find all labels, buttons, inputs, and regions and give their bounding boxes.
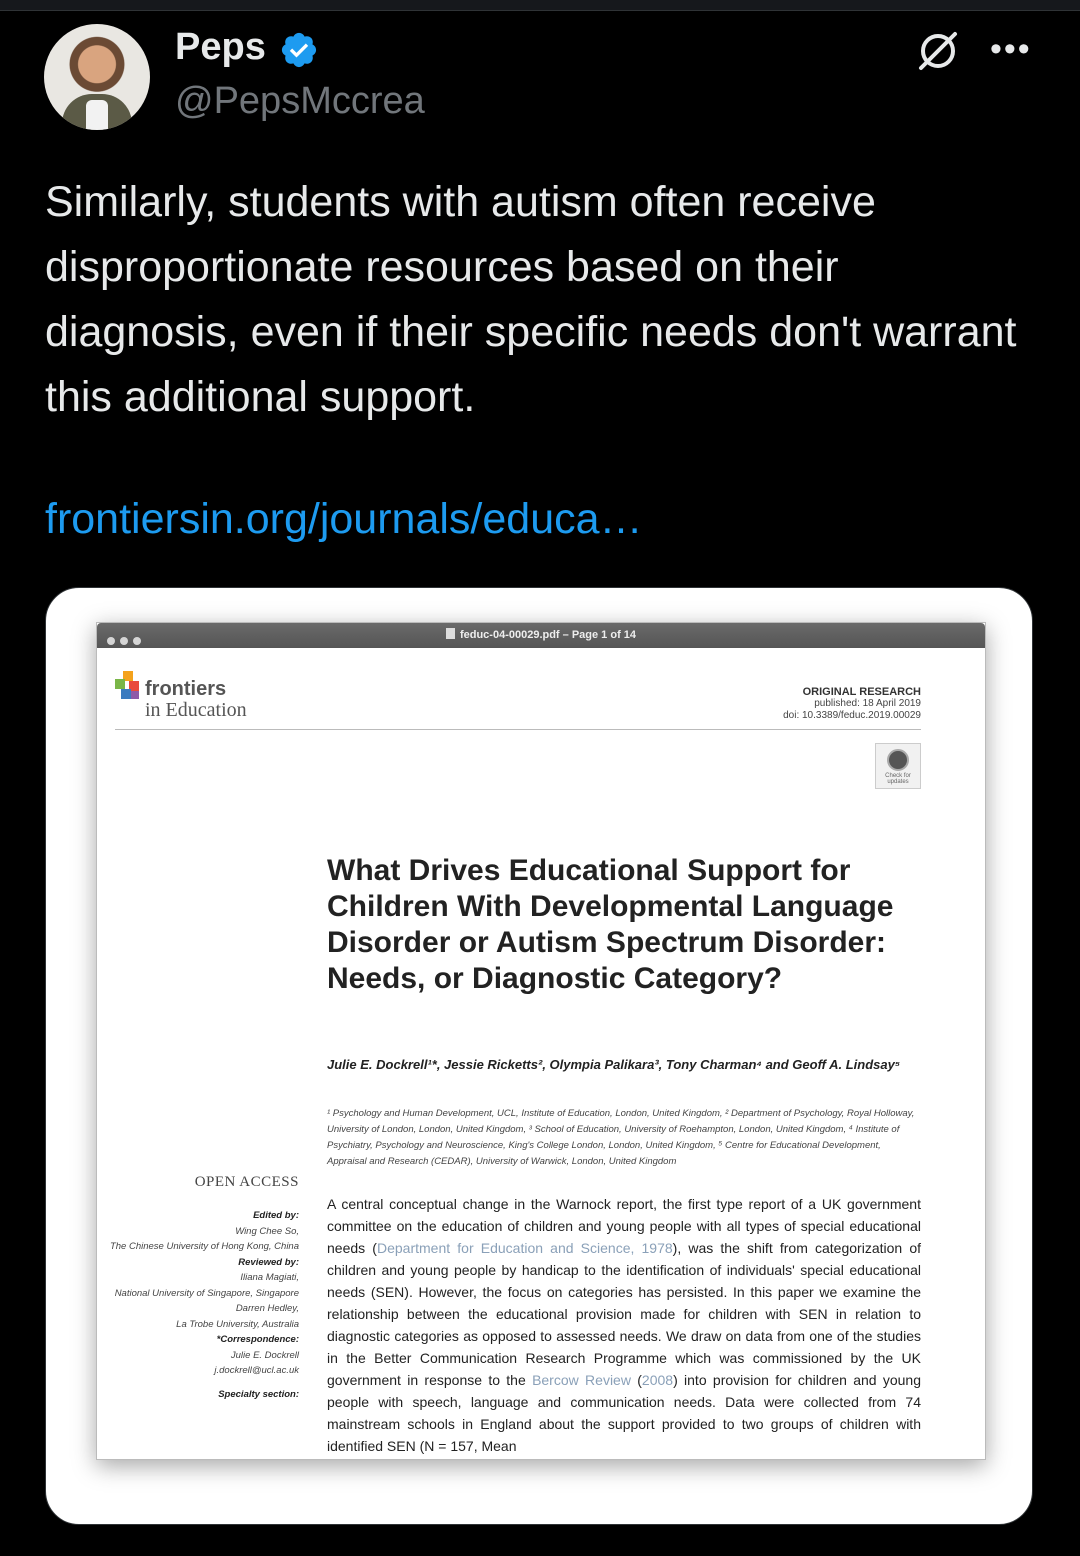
reviewed-by-label: Reviewed by:: [238, 1256, 299, 1268]
author-handle[interactable]: @PepsMccrea: [175, 80, 425, 122]
tweet-media-image[interactable]: [45, 587, 1033, 1525]
reviewer-1-affiliation: National University of Singapore, Singapore: [114, 1287, 299, 1299]
tweet-text: Similarly, students with autism often receive disproportionate resources based on their diagnosis, even if their specific needs don't warrant this additional support.: [45, 178, 1017, 421]
specialty-section-label: Specialty section:: [218, 1388, 299, 1400]
citation-link: Department for Education and Science, 1978: [376, 1240, 673, 1256]
editor-affiliation: The Chinese University of Hong Kong, China: [109, 1241, 299, 1252]
reviewer-1-name: Iliana Magiati,: [240, 1272, 299, 1283]
update-icon: [887, 749, 909, 771]
article-meta: [783, 686, 921, 722]
article-type: ORIGINAL RESEARCH: [802, 686, 921, 698]
document-icon: [446, 628, 455, 639]
author-affiliations: ¹ Psychology and Human Development, UCL, Institute of Education, London, United Kingdom, ² Department of Psychology, Royal Holloway, University of London, London, United Kingdom, ³ School of Education, University of Roehampton, London, United Kingdom, ⁴ Institute of Psychiatry, Psychology and Neuroscience, King's College London, London, United Kingdom, ⁵ Centre for Educational Development, Appraisal and Research (CEDAR), University of Warwick, London, United Kingdom: [327, 1108, 915, 1167]
open-access-label: OPEN ACCESS: [194, 1174, 299, 1190]
author-name[interactable]: Peps: [175, 26, 266, 68]
paper-abstract: A central conceptual change in the Warnock report, the first type report of a UK government committee on the education of children and young people with all types of special educational needs (Department for Education and Science, 1978), was the shift from categorization of children and young people by handicap to the identification of individuals' special educational needs (SEN). However, the focus on categories has persisted. In this paper we examine the relationship between the educational provision made for children with SEN in relation to diagnostic categories as opposed to assessed needs. We draw on data from one of the studies in the Better Communication Research Programme which was commissioned by the UK government in response to the Bercow Review (2008) into provision for children and young people with speech, language and communication needs. Data were collected from 74 mainstream schools in England about the support provided to two groups of children with identified SEN (N = 157, Mean: [327, 1196, 921, 1454]
check-for-updates-badge: Check for updates: [875, 743, 921, 789]
top-divider: [0, 0, 1080, 11]
reviewer-2-name: Darren Hedley,: [235, 1303, 299, 1314]
citation-link: 2008: [641, 1372, 674, 1388]
correspondence-name: Julie E. Dockrell: [230, 1349, 299, 1361]
more-options-icon[interactable]: •••: [990, 30, 1032, 68]
pdf-titlebar: [97, 623, 985, 648]
citation-link: Bercow Review: [532, 1372, 631, 1388]
article-sidebar: [107, 1208, 299, 1402]
edited-by-label: Edited by:: [253, 1210, 299, 1221]
paper-authors: Julie E. Dockrell¹*, Jessie Ricketts², Olympia Palikara³, Tony Charman⁴ and Geoff A. Lindsay⁵: [327, 1057, 901, 1072]
avatar[interactable]: [44, 24, 150, 130]
correspondence-email: j.dockrell@ucl.ac.uk: [214, 1365, 299, 1376]
pdf-window-title: feduc-04-00029.pdf – Page 1 of 14: [97, 628, 985, 641]
tweet-link[interactable]: frontiersin.org/journals/educa…: [45, 495, 643, 543]
paper-title: What Drives Educational Support for Children With Developmental Language Disorder or Autism Spectrum Disorder: Needs, or Diagnostic Category?: [327, 854, 894, 995]
published-date: published: 18 April 2019: [814, 698, 921, 709]
pdf-page: [97, 648, 985, 1459]
journal-name: frontiers: [145, 678, 227, 700]
correspondence-label: *Correspondence:: [216, 1334, 299, 1345]
header-divider: [115, 729, 921, 730]
reviewer-2-affiliation: La Trobe University, Australia: [176, 1318, 299, 1330]
verified-badge-icon: [279, 30, 319, 70]
editor-name: Wing Chee So,: [235, 1225, 299, 1237]
journal-subtitle: in Education: [145, 699, 247, 721]
pdf-window: [96, 622, 986, 1460]
grok-icon[interactable]: [915, 28, 961, 74]
frontiers-logo-icon: [115, 671, 141, 703]
doi: doi: 10.3389/feduc.2019.00029: [783, 710, 921, 721]
